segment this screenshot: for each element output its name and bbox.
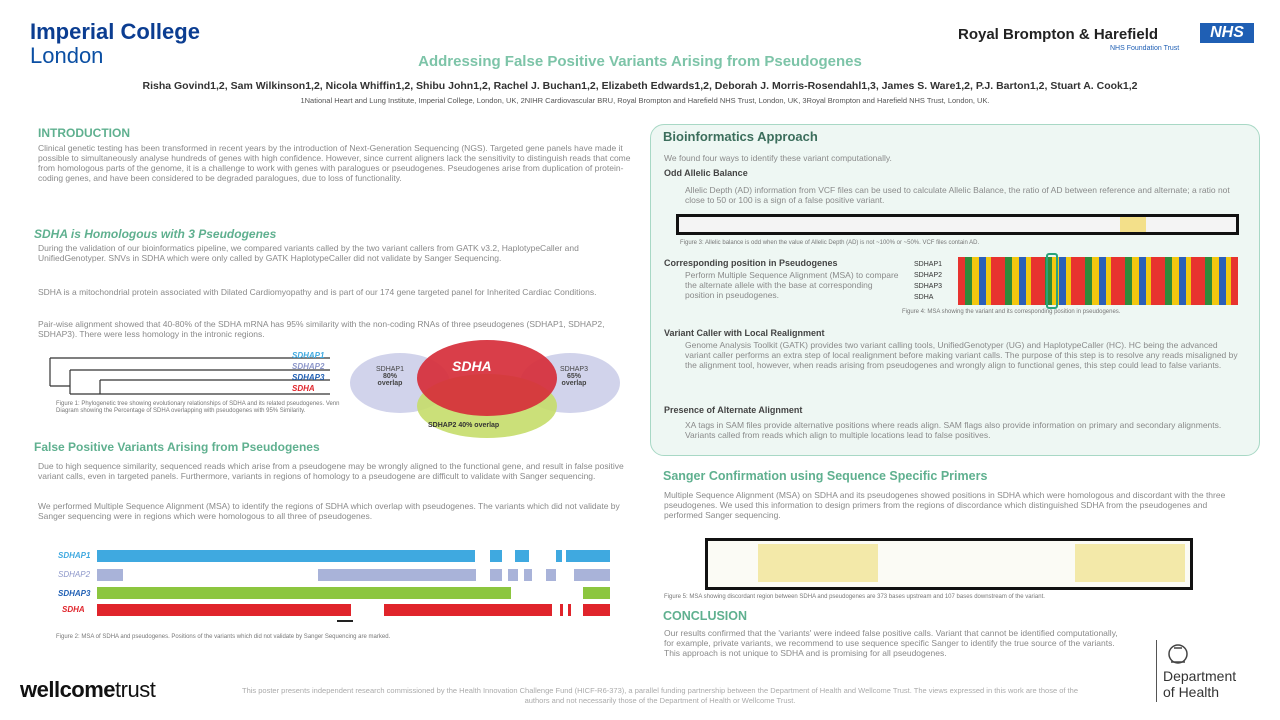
sdhap1-segment [556,550,562,562]
crest-icon [1165,642,1191,666]
bio-section-1-heading: Odd Allelic Balance [664,168,748,178]
venn-right [552,366,596,387]
msa-labels [914,259,942,303]
logo-line-2: London [30,43,104,68]
nhs-trust-label: NHS Foundation Trust [1110,45,1180,52]
department-of-health-logo [1163,668,1236,700]
trust-word: trust [115,677,156,702]
sanger-highlight-right [1075,544,1185,582]
sdhap2-segment [546,569,556,581]
doh-line-1: Department [1163,668,1237,684]
funding-note: This poster presents independent research commissioned by the Health Innovation Challenge Fund (HICF-R6-373), a parallel funding partnership between the Department of Health and Wellcome Trust. The views expressed in this work are those of the authors and not necessarily those of the Department of Health or Wellcome Trust. [241,686,1078,705]
sdha-paragraph-1: During the validation of our bioinformatics pipeline, we compared variants called by the two variant callers from GATK v3.2, HaplotypeCaller and UnifiedGenotyper. SNVs in SDHA which were only called by GATK HaplotypeCaller did not validate by Sanger Sequencing. [38,243,579,263]
tree-label-sdha: SDHA [292,384,315,393]
venn-right-pct: 65% [566,373,581,380]
bio-intro: We found four ways to identify these variant computationally. [664,153,892,163]
sdhap2-segment [318,569,476,581]
tree-label-sdhap1: SDHAP1 [292,351,325,360]
logo-line-1: Imperial College [30,19,200,44]
fpv-heading: False Positive Variants Arising from Pseudogenes [34,440,320,454]
sdha-segment [97,604,351,616]
allelic-highlight [1120,217,1146,232]
sdhap2-segment [574,569,610,581]
wellcome-trust-logo [20,677,155,703]
msa-label-sdhap2: SDHAP2 [914,272,943,279]
sdha-segment [384,604,552,616]
bio-heading: Bioinformatics Approach [663,129,818,144]
sdhap1-segment [515,550,529,562]
bio-section-4-heading: Presence of Alternate Alignment [664,405,803,415]
sdha-segment [568,604,571,616]
doh-line-2: of Health [1163,684,1220,700]
imperial-college-logo [30,20,200,68]
figure-5-caption: Figure 5: MSA showing discordant region between SDHA and pseudogenes are 373 bases upstream and 107 bases downstream of the variant. [664,594,1045,600]
sdhap1-segment [566,550,610,562]
venn-left-pct: 80% [382,373,397,380]
venn-bottom-label: SDHAP2 40% overlap [428,422,500,429]
tree-label-sdhap3: SDHAP3 [292,373,325,382]
bio-section-3-text: Genome Analysis Toolkit (GATK) provides two variant calling tools, UnifiedGenotyper (UG) and HaplotypeCaller (HC). HC being the advanced variant caller performs an extra step of local realignment before making variant calls. The purpose of this step is to resolve any reads misaligned by the alignment tool, however, when reads arising from pseudogenes and wrongly align to functional genes, this step could lead to false variants. [685,340,1238,370]
sdhap1-segment [97,550,475,562]
figure-2-caption: Figure 2: MSA of SDHA and pseudogenes. Positions of the variants which did not validate by Sanger Sequencing are marked. [56,634,391,640]
conclusion-text: Our results confirmed that the 'variants' were indeed false positive calls. Variant that cannot be identified computationally, for example, private variants, we recommend to use sequence specific Sanger to identify the true source of the variants. This approach is not unique to SDHA and is promising for all pseudogenes. [664,628,1118,658]
fpv-paragraph-1: Due to high sequence similarity, sequenced reads which arise from a pseudogene may be wrongly aligned to the functional gene, and result in false positive variant calls, even in targeted panels. Furthermore, variants in regions of homology to a pseudogene are difficult to validate with Sanger sequencing. [38,461,624,481]
bio-section-2-heading: Corresponding position in Pseudogenes [664,258,838,268]
msa-color-block [958,257,1238,305]
sdha-paragraph-2: SDHA is a mitochondrial protein associated with Dilated Cardiomyopathy and is part of our 174 gene targeted panel for Inherited Cardiac Conditions. [38,287,597,297]
venn-center-label: SDHA [452,358,492,374]
figure-3-caption: Figure 3: Allelic balance is odd when the value of Allelic Depth (AD) is not ~100% or ~50%. VCF files contain AD. [680,240,980,246]
figure-4-caption: Figure 4: MSA showing the variant and its corresponding position in pseudogenes. [902,309,1121,315]
royal-brompton-logo: Royal Brompton & Harefield [958,26,1159,43]
sdha-paragraph-3: Pair-wise alignment showed that 40-80% of the SDHA mRNA has 95% similarity with the non-coding RNAs of three pseudogenes (SDHAP1, SDHAP2, SDHAP3). There were less homology in the intronic regions. [38,319,605,339]
venn-right-word: overlap [561,380,587,387]
sanger-heading: Sanger Confirmation using Sequence Specific Primers [663,469,988,483]
allelic-balance-table [676,214,1239,235]
sdhap1-segment [490,550,502,562]
poster-title: Addressing False Positive Variants Arising from Pseudogenes [418,53,862,70]
sanger-text: Multiple Sequence Alignment (MSA) on SDHA and its pseudogenes showed positions in SDHA which were homologous and discordant with the three pseudogenes. We used this information to design primers from the regions of discordance which distinguished SDHA from the pseudogenes and performed Sanger sequencing. [664,490,1226,520]
bio-section-1-text: Allelic Depth (AD) information from VCF files can be used to calculate Allelic Balance, the ratio of AD between reference and alternate; a ratio not close to 50 or 100 is a sign of a false positive variant. [685,185,1230,205]
bar-label-sdhap1: SDHAP1 [58,551,91,560]
bar-label-sdhap3: SDHAP3 [58,589,91,598]
sanger-highlight-left [758,544,878,582]
author-list: Risha Govind1,2, Sam Wilkinson1,2, Nicola Whiffin1,2, Shibu John1,2, Rachel J. Buchan1,2, Elizabeth Edwards1,2, Deborah J. Morris-Rosendahl1,3, James S. Ware1,2, P.J. Barton1,2, Stuart A. Cook1,2 [142,80,1138,92]
sdhap2-segment [508,569,518,581]
venn-left-name: SDHAP1 [375,366,404,373]
sdha-heading: SDHA is Homologous with 3 Pseudogenes [34,227,277,241]
intro-text: Clinical genetic testing has been transformed in recent years by the introduction of Next-Generation Sequencing (NGS). Targeted gene panels have made it possible to simultaneously analyse hundreds of genes with high confidence. However, since current aligners lack the sensitivity to distinguish reads that come from homologous parts of the genome, it is a challenge to work with genes with paralogues or pseudogenes. Pseudogenes arise from duplication of protein-coding genes, and have been considered to be degraded paralogues, due to loss of functionality. [38,143,631,183]
bar-label-sdha: SDHA [62,605,85,614]
tree-label-sdhap2: SDHAP2 [292,362,325,371]
variant-marker [337,620,353,622]
doh-divider [1156,640,1157,702]
sdhap3-segment [97,587,511,599]
intro-heading: INTRODUCTION [38,126,130,140]
wellcome-word: wellcome [20,677,116,702]
msa-label-sdha: SDHA [914,294,934,301]
venn-right-name: SDHAP3 [559,366,588,373]
sdhap3-segment [583,587,610,599]
msa-highlight-column [1046,253,1058,309]
msa-label-sdhap1: SDHAP1 [914,261,943,268]
bio-section-4-text: XA tags in SAM files provide alternative positions where reads align. SAM flags also provide information on primary and secondary alignments. Variants called from reads which align to multiple locations lead to false positives. [685,420,1222,440]
conclusion-heading: CONCLUSION [663,609,748,623]
sdhap2-segment [97,569,123,581]
venn-left-word: overlap [377,380,403,387]
sdhap2-segment [524,569,532,581]
bio-section-2-text: Perform Multiple Sequence Alignment (MSA) to compare the alternate allele with the base at corresponding position in pseudogenes. [685,270,899,300]
figure-1-caption: Figure 1: Phylogenetic tree showing evolutionary relationships of SDHA and its related pseudogenes. Venn Diagram showing the Percentage of SDHA overlapping with pseudogenes with 95% Similarity. [56,401,340,414]
venn-left [370,366,410,387]
msa-label-sdhap3: SDHAP3 [914,283,943,290]
sdha-segment [583,604,610,616]
sdhap2-segment [490,569,502,581]
bio-section-3-heading: Variant Caller with Local Realignment [664,328,825,338]
bar-label-sdhap2: SDHAP2 [58,570,91,579]
fpv-paragraph-2: We performed Multiple Sequence Alignment (MSA) to identify the regions of SDHA which overlap with pseudogenes. The variants which did not validate by Sanger sequencing were in regions which were homologous to all three of pseudogenes. [38,501,620,521]
affiliations: 1National Heart and Lung Institute, Imperial College, London, UK, 2NIHR Cardiovascular BRU, Royal Brompton and Harefield NHS Trust, London, UK, 3Royal Brompton and Harefield NHS Trust, London, UK. [300,96,990,105]
nhs-badge: NHS [1200,23,1254,43]
sdha-segment [560,604,563,616]
